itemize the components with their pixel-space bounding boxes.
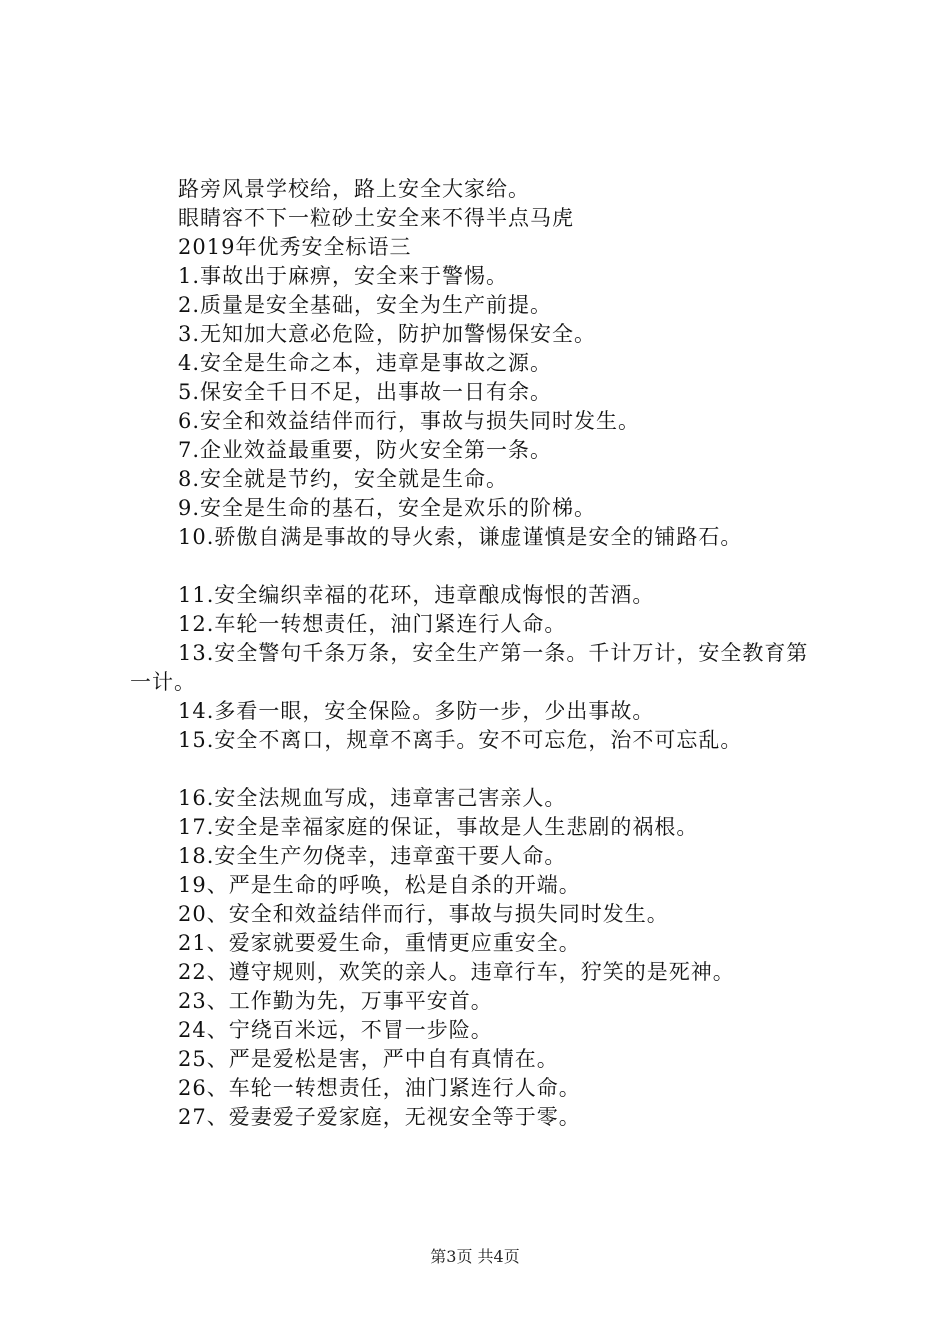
slogan-item: 13.安全警句千条万条，安全生产第一条。千计万计，安全教育第一计。: [130, 641, 809, 694]
slogan-item: 10.骄傲自满是事故的导火索，谦虚谨慎是安全的铺路石。: [178, 525, 743, 549]
slogan-item: 12.车轮一转想责任，油门紧连行人命。: [178, 612, 567, 636]
slogan-item: 17.安全是幸福家庭的保证，事故是人生悲剧的祸根。: [178, 815, 699, 839]
slogan-item: 5.保安全千日不足，出事故一日有余。: [178, 380, 553, 404]
slogan-item: 1.事故出于麻痹，安全来于警惕。: [178, 264, 509, 288]
text-line: 眼睛容不下一粒砂土安全来不得半点马虎: [178, 206, 574, 230]
slogan-item: 7.企业效益最重要，防火安全第一条。: [178, 438, 553, 462]
slogan-item: 18.安全生产勿侥幸，违章蛮干要人命。: [178, 844, 567, 868]
slogan-item: 27、爱妻爱子爱家庭，无视安全等于零。: [178, 1105, 581, 1129]
slogan-item: 22、遵守规则，欢笑的亲人。违章行车，狞笑的是死神。: [178, 960, 735, 984]
page-footer: 第3页 共4页: [430, 1247, 520, 1266]
slogan-item: 9.安全是生命的基石，安全是欢乐的阶梯。: [178, 496, 597, 520]
slogan-item: 19、严是生命的呼唤，松是自杀的开端。: [178, 873, 581, 897]
slogan-item: 25、严是爱松是害，严中自有真情在。: [178, 1047, 559, 1071]
slogan-item: 6.安全和效益结伴而行，事故与损失同时发生。: [178, 409, 641, 433]
slogan-item: 2.质量是安全基础，安全为生产前提。: [178, 293, 553, 317]
slogan-item: 23、工作勤为先，万事平安首。: [178, 989, 493, 1013]
slogan-item: 26、车轮一转想责任，油门紧连行人命。: [178, 1076, 581, 1100]
slogan-item: 16.安全法规血写成，违章害己害亲人。: [178, 786, 567, 810]
section-heading: 2019年优秀安全标语三: [178, 235, 412, 259]
document-body: [130, 175, 830, 1132]
slogan-item: 14.多看一眼，安全保险。多防一步，少出事故。: [178, 699, 655, 723]
text-line: 路旁风景学校给，路上安全大家给。: [178, 177, 530, 201]
blank-line: [130, 755, 830, 784]
slogan-item: 20、安全和效益结伴而行，事故与损失同时发生。: [178, 902, 669, 926]
slogan-item: 11.安全编织幸福的花环，违章酿成悔恨的苦酒。: [178, 583, 655, 607]
blank-line: [130, 552, 830, 581]
slogan-item: 21、爱家就要爱生命，重情更应重安全。: [178, 931, 581, 955]
slogan-item: 3.无知加大意必危险，防护加警惕保安全。: [178, 322, 597, 346]
slogan-item: 15.安全不离口，规章不离手。安不可忘危，治不可忘乱。: [178, 728, 743, 752]
slogan-item: 24、宁绕百米远，不冒一步险。: [178, 1018, 493, 1042]
slogan-item: 8.安全就是节约，安全就是生命。: [178, 467, 509, 491]
slogan-item: 4.安全是生命之本，违章是事故之源。: [178, 351, 553, 375]
